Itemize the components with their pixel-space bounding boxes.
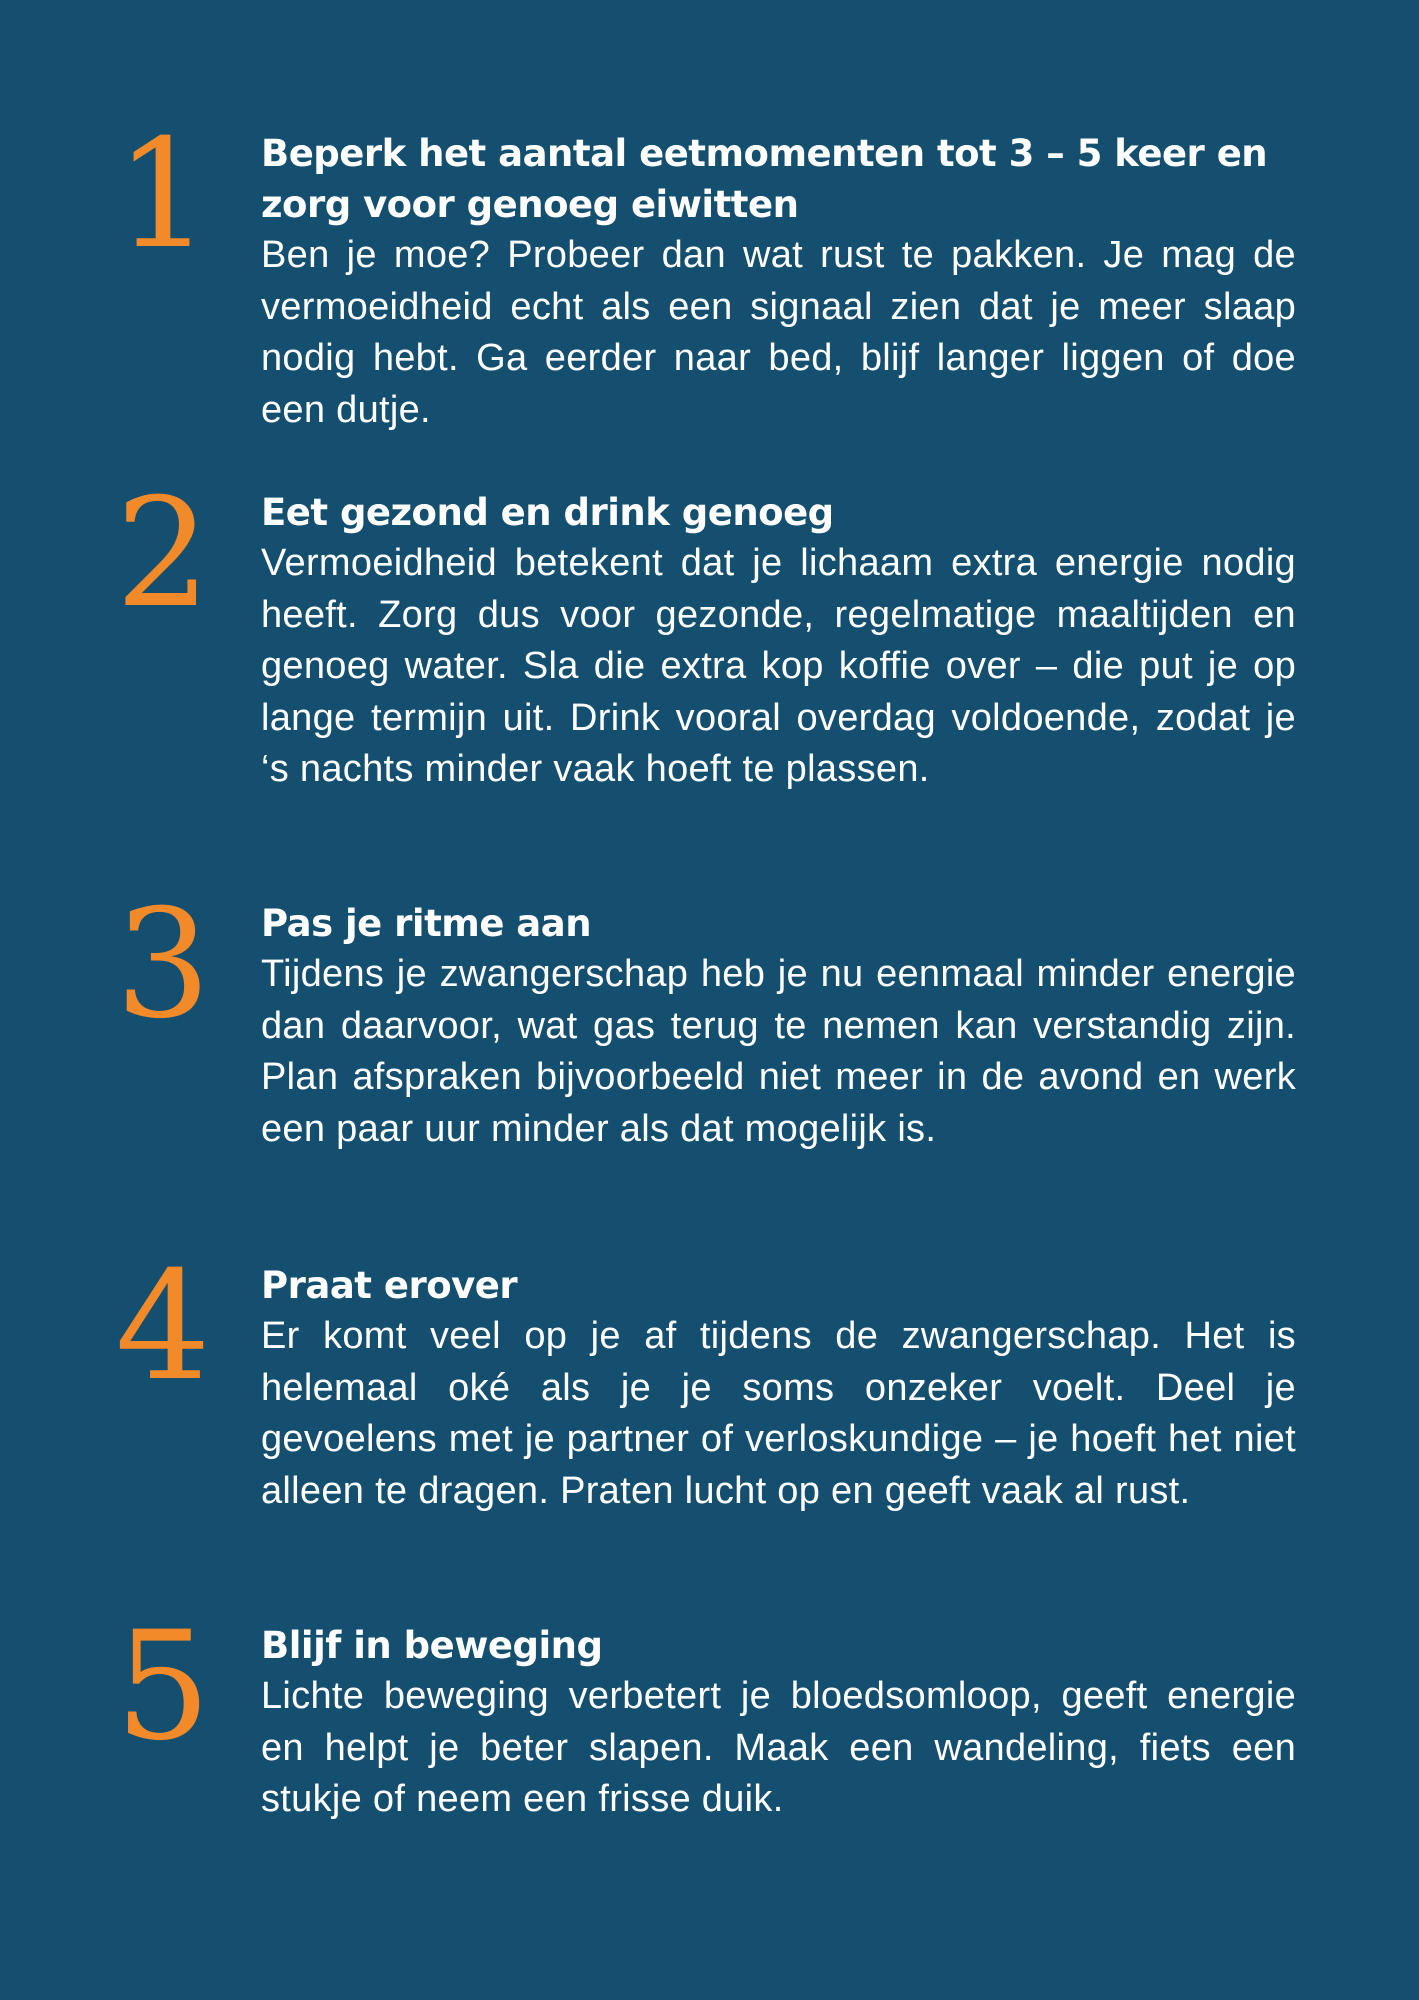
tip-body <box>261 1620 1296 1826</box>
tip-title: Blijf in beweging <box>261 1624 603 1667</box>
tip-title: Praat erover <box>261 1264 518 1307</box>
tip-title: Beperk het aantal eetmomenten tot 3 – 5 keer en zorg voor genoeg eiwitten <box>261 132 1268 226</box>
tip-text: Tijdens je zwangerschap heb je nu eenmaal minder energie dan daarvoor, wat gas terug te nemen kan verstandig zijn. Plan afspraken bijvoorbeeld niet meer in de avond en werk een paar uur minder als dat mogelijk is. <box>261 953 1296 1150</box>
tip-title: Eet gezond en drink genoeg <box>261 491 834 534</box>
tip-number: 5 <box>115 1600 211 1774</box>
tip-body <box>261 128 1296 436</box>
tip-text: Lichte beweging verbetert je bloedsomloop, geeft energie en helpt je beter slapen. Maak een wandeling, fiets een stukje of neem een frisse duik. <box>261 1675 1296 1820</box>
tip-number: 3 <box>115 878 211 1052</box>
tip-number: 4 <box>115 1240 211 1414</box>
tip-text: Vermoeidheid betekent dat je lichaam extra energie nodig heeft. Zorg dus voor gezonde, regelmatige maaltijden en genoeg water. Sla die extra kop koffie over – die put je op lange termijn uit. Drink vooral overdag voldoende, zodat je ‘s nachts minder vaak hoeft te plassen. <box>261 542 1296 790</box>
tip-body <box>261 1260 1296 1517</box>
tip-text: Ben je moe? Probeer dan wat rust te pakken. Je mag de vermoeidheid echt als een signaal zien dat je meer slaap nodig hebt. Ga eerder naar bed, blijf langer liggen of doe een dutje. <box>261 234 1296 431</box>
tip-text: Er komt veel op je af tijdens de zwangerschap. Het is helemaal oké als je je soms onzeker voelt. Deel je gevoelens met je partner of verloskundige – je hoeft het niet alleen te dragen. Praten lucht op en geeft vaak al rust. <box>261 1315 1296 1512</box>
tip-title: Pas je ritme aan <box>261 902 592 945</box>
tip-number: 2 <box>115 467 211 641</box>
tip-body <box>261 487 1296 796</box>
tip-number: 1 <box>115 108 211 282</box>
tip-body <box>261 898 1296 1155</box>
